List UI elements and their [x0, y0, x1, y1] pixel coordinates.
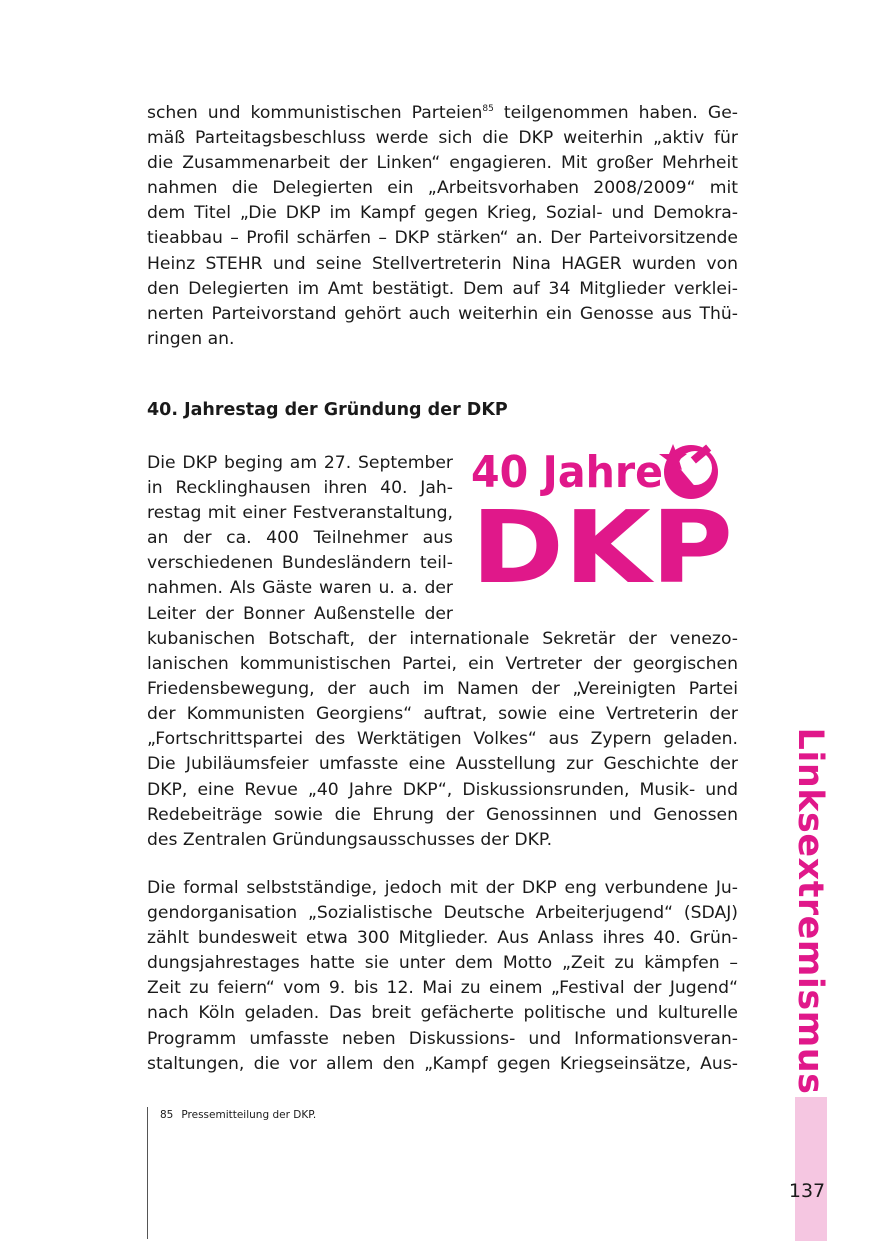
footnote-number: 85	[160, 1109, 174, 1121]
side-section-title	[782, 727, 838, 1095]
logo-line-1: 40 Jahre	[471, 447, 663, 498]
para2-line: nach Köln geladen. Das breit gefächerte politische und kulturelle	[147, 1003, 738, 1024]
cont-line: Die Jubiläumsfeier umfasste eine Ausstellung zur Geschichte der	[147, 754, 738, 775]
cont-line: lanischen kommunistischen Partei, ein Vertreter der georgischen	[147, 654, 738, 675]
intro-line: die Zusammenarbeit der Linken“ engagieren. Mit großer Mehrheit	[147, 153, 738, 174]
float-line: restag mit einer Festveranstaltung,	[147, 503, 453, 524]
intro-line: nahmen die Delegierten ein „Arbeitsvorhaben 2008/2009“ mit	[147, 178, 738, 199]
cont-line: der Kommunisten Georgiens“ auftrat, sowie eine Vertreterin der	[147, 704, 738, 725]
para2-line: dungsjahrestages hatte sie unter dem Motto „Zeit zu kämpfen –	[147, 953, 738, 974]
side-title-text: Linksextremismus	[790, 727, 830, 1095]
section-heading: 40. Jahrestag der Gründung der DKP	[147, 400, 508, 420]
para2-line: Die formal selbstständige, jedoch mit der DKP eng verbundene Ju-	[147, 878, 738, 898]
logo-line-2: DKP	[471, 489, 733, 594]
footnote-divider	[147, 1107, 148, 1239]
intro-line-1: schen und kommunistischen Parteien$^{85}$ teilgenommen haben. Ge-	[147, 103, 738, 123]
para2-line: Zeit zu feiern“ vom 9. bis 12. Mai zu einem „Festival der Jugend“	[147, 978, 738, 999]
footnote	[160, 1109, 316, 1121]
cont-line: Friedensbewegung, der auch im Namen der „Vereinigten Partei	[147, 679, 738, 700]
intro-line: tieabbau – Profil schärfen – DKP stärken“ an. Der Parteivorsitzende	[147, 228, 738, 249]
page-tab	[795, 1097, 827, 1241]
sdaj-paragraph	[147, 876, 738, 1077]
intro-line: mäß Parteitagsbeschluss werde sich die DKP weiterhin „aktiv für	[147, 128, 738, 149]
cont-line: „Fortschrittspartei des Werktätigen Volkes“ aus Zypern geladen.	[147, 729, 738, 750]
para2-line: staltungen, die vor allem den „Kampf gegen Kriegseinsätze, Aus-	[147, 1053, 738, 1074]
cont-line: des Zentralen Gründungsausschusses der DKP.	[147, 829, 553, 850]
float-line: Die DKP beging am 27. September	[147, 453, 453, 473]
intro-line: nerten Parteivorstand gehört auch weiterhin ein Genosse aus Thü-	[147, 303, 738, 324]
intro-paragraph	[147, 101, 738, 352]
float-line: Leiter der Bonner Außenstelle der	[147, 603, 453, 624]
cont-line: Redebeiträge sowie die Ehrung der Genossinnen und Genossen	[147, 804, 738, 825]
page-number: 137	[788, 1180, 826, 1202]
continuation-paragraph	[147, 627, 738, 853]
intro-line: ringen an.	[147, 328, 235, 349]
intro-line: den Delegierten im Amt bestätigt. Dem auf 34 Mitglieder verklei-	[147, 278, 738, 299]
float-paragraph	[147, 451, 453, 627]
intro-line: Heinz STEHR und seine Stellvertreterin Nina HAGER wurden von	[147, 253, 738, 274]
intro-line: dem Titel „Die DKP im Kampf gegen Krieg, Sozial- und Demokra-	[147, 203, 738, 224]
footnote-text: Pressemitteilung der DKP.	[181, 1109, 317, 1121]
para2-line: Programm umfasste neben Diskussions- und Informationsveran-	[147, 1028, 738, 1049]
float-line: nahmen. Als Gäste waren u. a. der	[147, 578, 453, 599]
float-line: in Recklinghausen ihren 40. Jah-	[147, 478, 453, 499]
cont-line: DKP, eine Revue „40 Jahre DKP“, Diskussionsrunden, Musik- und	[147, 779, 738, 800]
para2-line: zählt bundesweit etwa 300 Mitglieder. Aus Anlass ihres 40. Grün-	[147, 928, 738, 949]
cont-line: kubanischen Botschaft, der internationale Sekretär der venezo-	[147, 629, 738, 649]
footnote-ref-85: 85	[482, 104, 494, 114]
float-line: verschiedenen Bundesländern teil-	[147, 553, 453, 574]
float-line: an der ca. 400 Teilnehmer aus	[147, 528, 453, 549]
para2-line: gendorganisation „Sozialistische Deutsche Arbeiterjugend“ (SDAJ)	[147, 903, 738, 924]
dkp-40-jahre-logo	[467, 432, 738, 594]
